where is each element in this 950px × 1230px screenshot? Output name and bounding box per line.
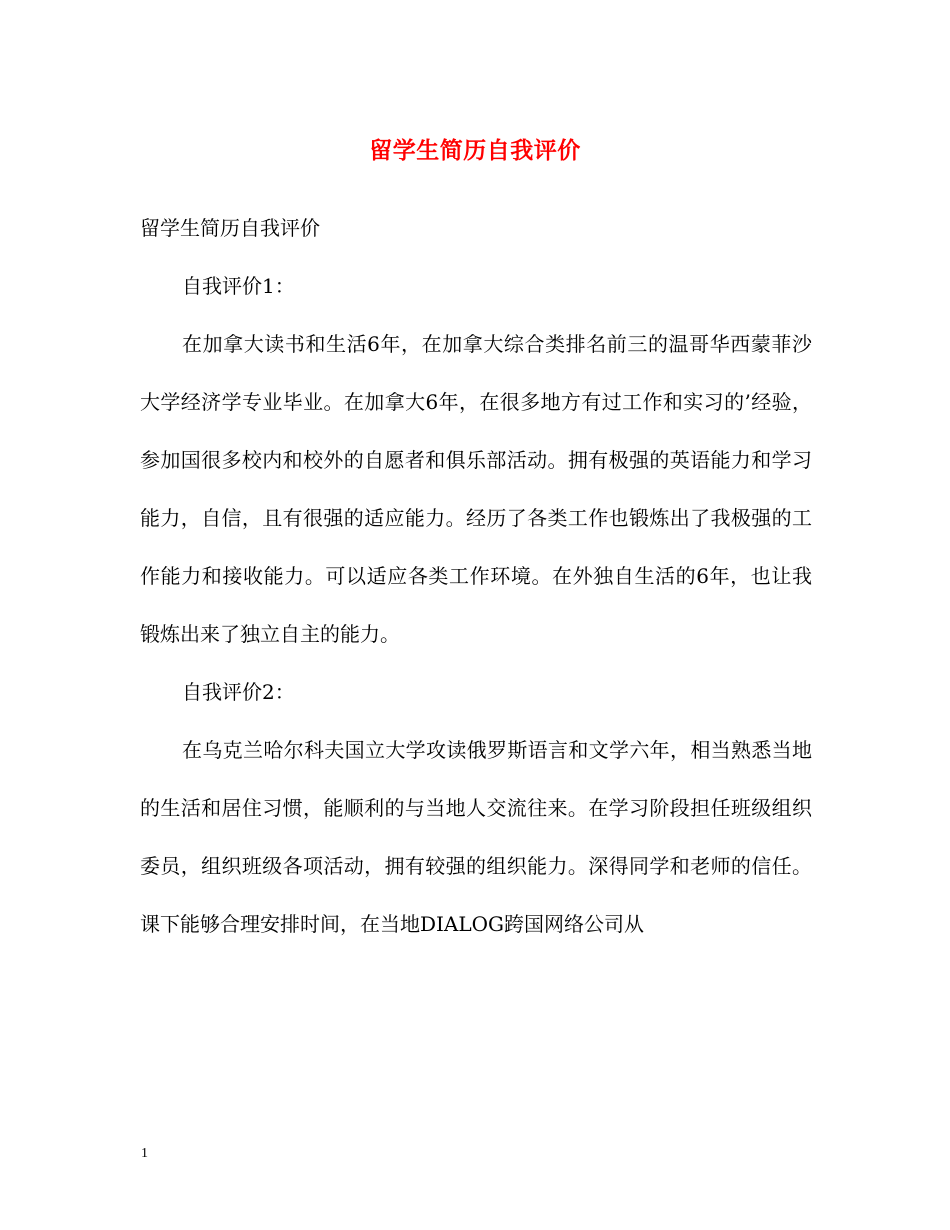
document-title: 留学生简历自我评价 [369, 137, 581, 164]
document-body [140, 218, 812, 991]
page-number: 1 [141, 1146, 148, 1161]
eval1-paragraph: 在加拿大读书和生活6年，在加拿大综合类排名前三的温哥华西蒙菲沙大学经济学专业毕业。在加拿大6年，在很多地方有过工作和实习的’经验，参加国很多校内和校外的自愿者和俱乐部活动。拥有极强的英语能力和学习能力，自信，且有很强的适应能力。经历了各类工作也锻炼出了我极强的工作能力和接收能力。可以适应各类工作环境。在外独自生活的6年，也让我锻炼出来了独立自主的能力。 [140, 332, 812, 646]
eval2-paragraph: 在乌克兰哈尔科夫国立大学攻读俄罗斯语言和文学六年，相当熟悉当地的生活和居住习惯，能顺利的与当地人交流往来。在学习阶段担任班级组织委员，组织班级各项活动，拥有较强的组织能力。深得同学和老师的信任。课下能够合理安排时间，在当地DIALOG跨国网络公司从 [140, 738, 812, 936]
eval1-heading: 自我评价1： [182, 274, 295, 298]
eval2-heading: 自我评价2： [182, 680, 295, 704]
subtitle-line: 留学生简历自我评价 [140, 216, 320, 240]
